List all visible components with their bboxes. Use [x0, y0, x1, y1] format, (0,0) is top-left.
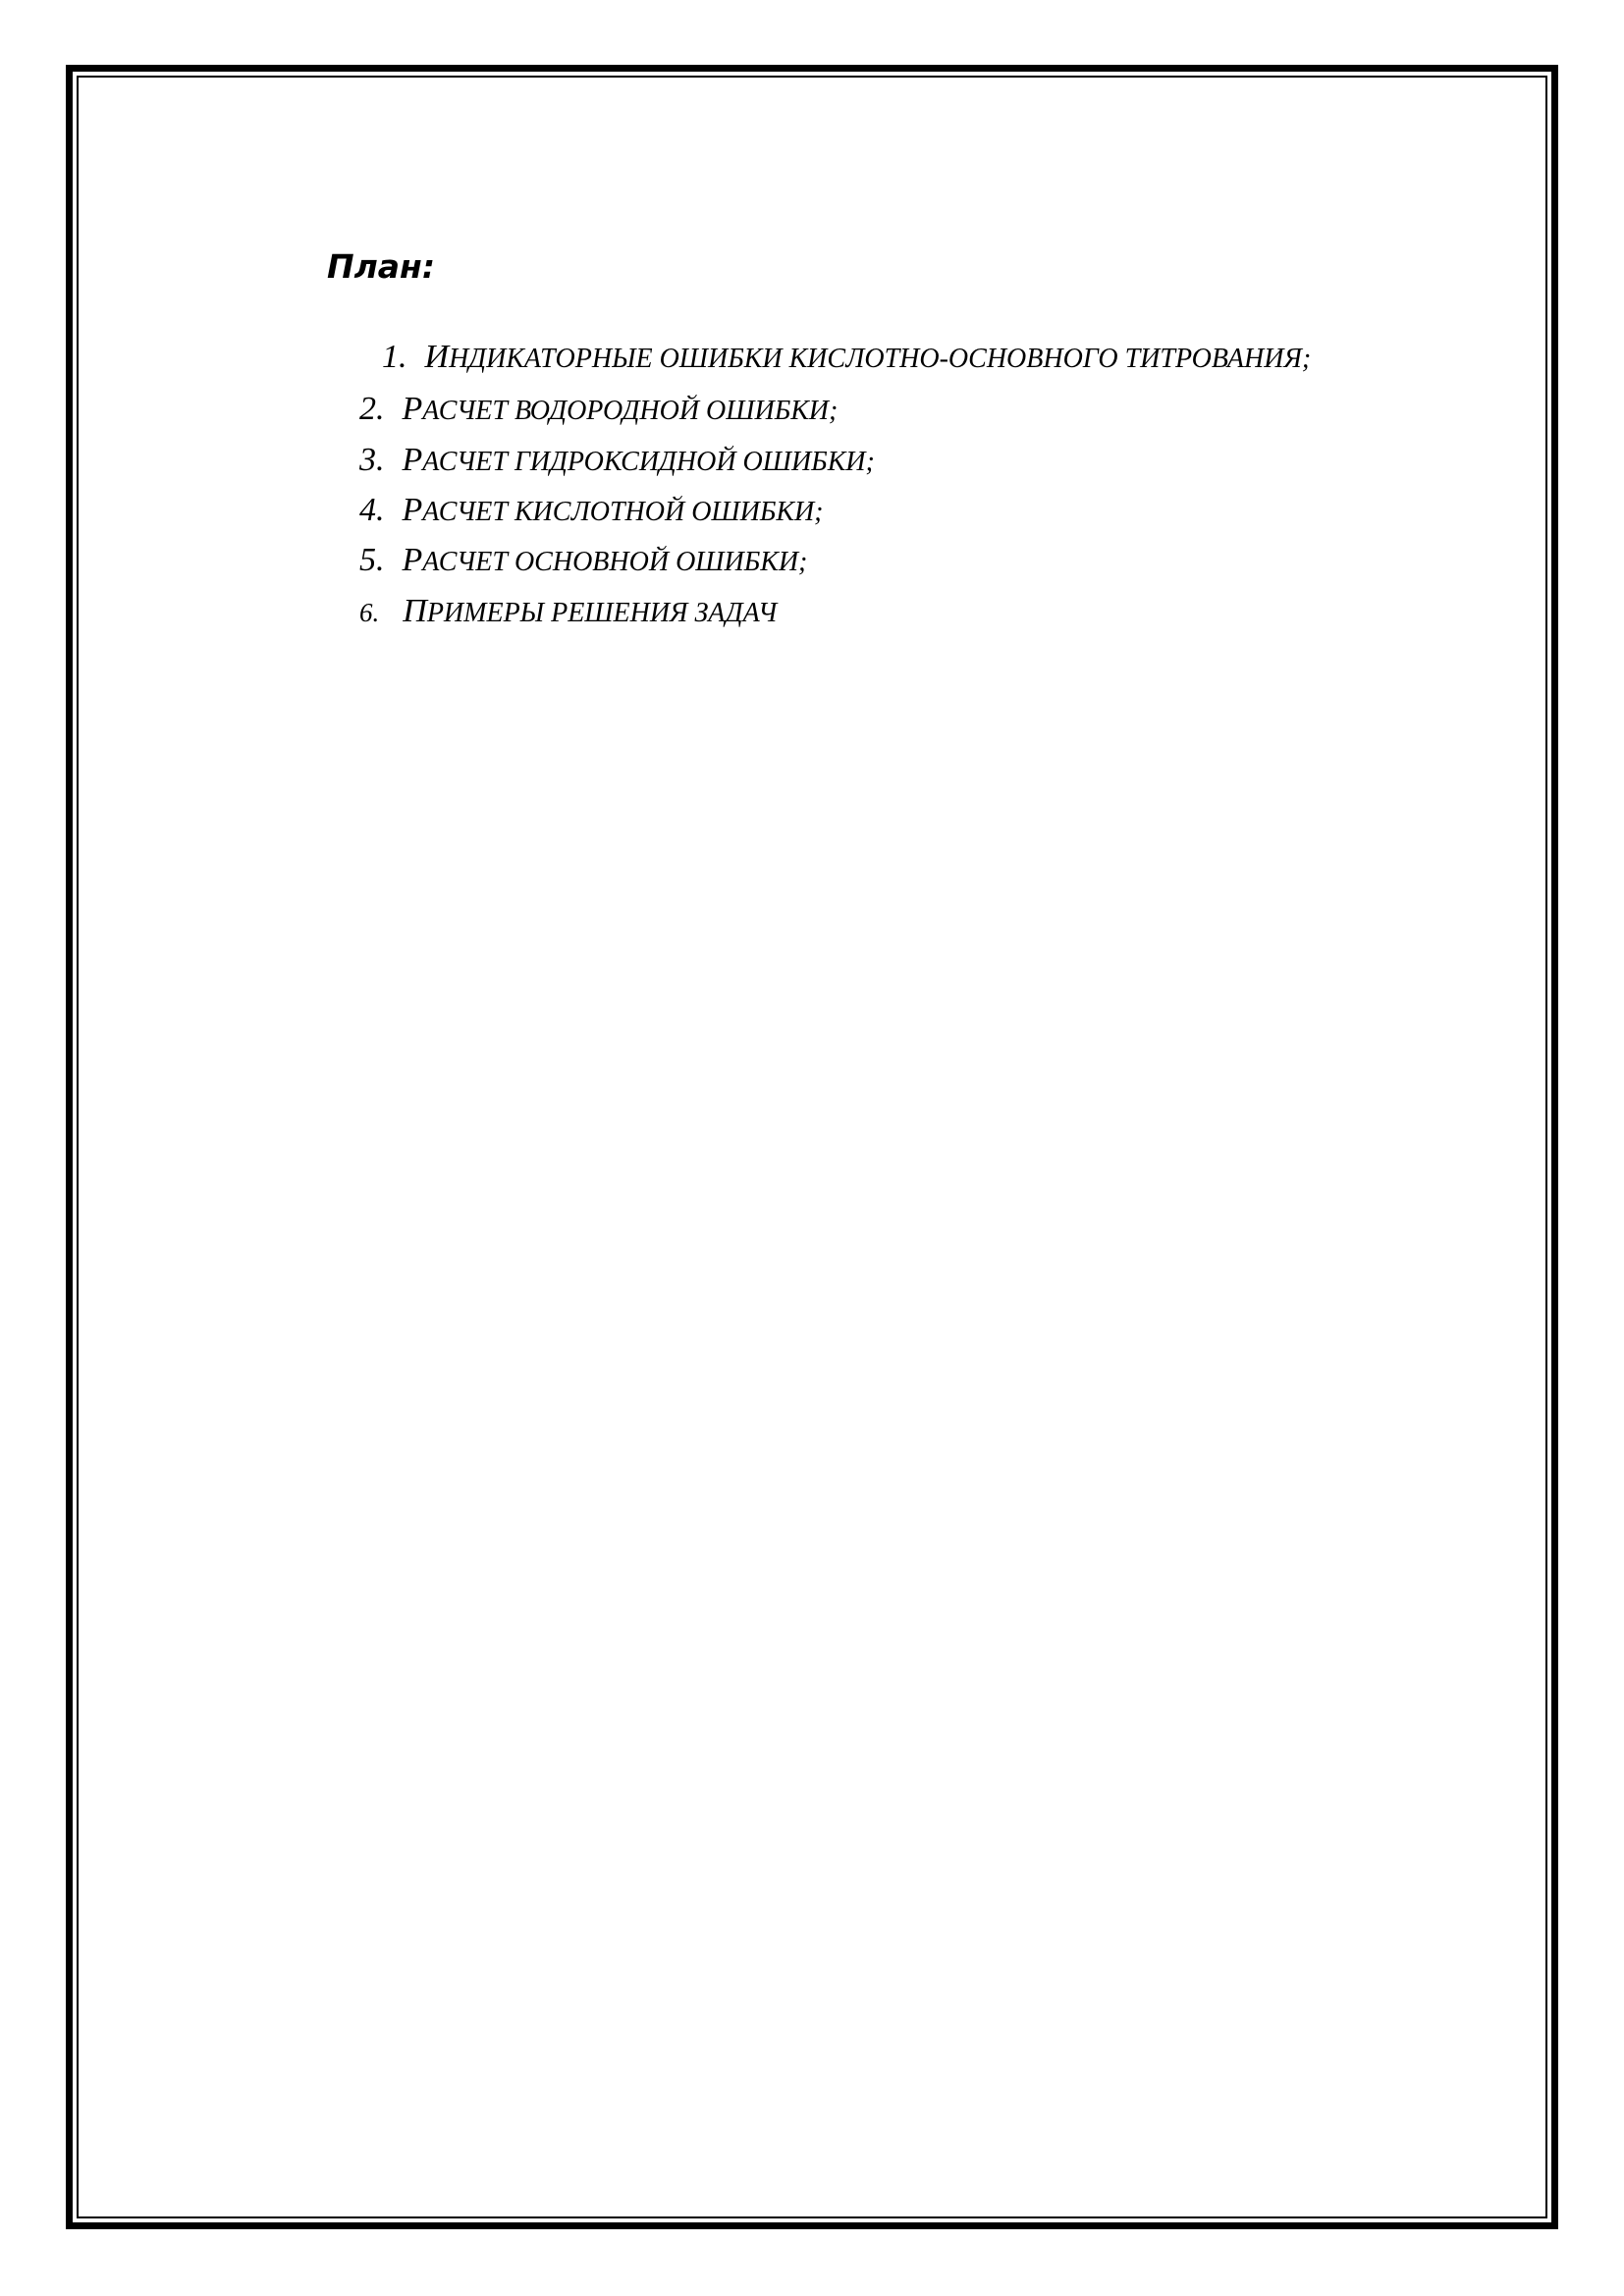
plan-item-number: 4.: [359, 492, 385, 528]
plan-item-4: [359, 494, 824, 527]
plan-item-5: [359, 544, 807, 577]
plan-heading: План:: [327, 247, 436, 286]
plan-item-number: 2.: [359, 391, 385, 427]
plan-item-text: РАСЧЕТ ГИДРОКСИДНОЙ ОШИБКИ;: [402, 442, 875, 478]
plan-item-2: [359, 393, 838, 426]
plan-item-text: ИНДИКАТОРНЫЕ ОШИБКИ КИСЛОТНО-ОСНОВНОГО ТИТРОВАНИЯ;: [424, 339, 1312, 375]
plan-item-6: [359, 595, 777, 628]
plan-item-number: 3.: [359, 442, 385, 478]
plan-item-text: РАСЧЕТ ВОДОРОДНОЙ ОШИБКИ;: [402, 391, 839, 427]
plan-item-number: 5.: [359, 542, 385, 578]
plan-item-number: 6.: [359, 598, 380, 627]
plan-item-3: [359, 444, 875, 477]
plan-item-number: 1.: [382, 339, 407, 375]
plan-item-text: РАСЧЕТ ОСНОВНОЙ ОШИБКИ;: [402, 542, 808, 578]
plan-item-1: [382, 341, 1311, 374]
plan-item-text: ПРИМЕРЫ РЕШЕНИЯ ЗАДАЧ: [403, 593, 778, 629]
plan-item-text: РАСЧЕТ КИСЛОТНОЙ ОШИБКИ;: [402, 492, 824, 528]
